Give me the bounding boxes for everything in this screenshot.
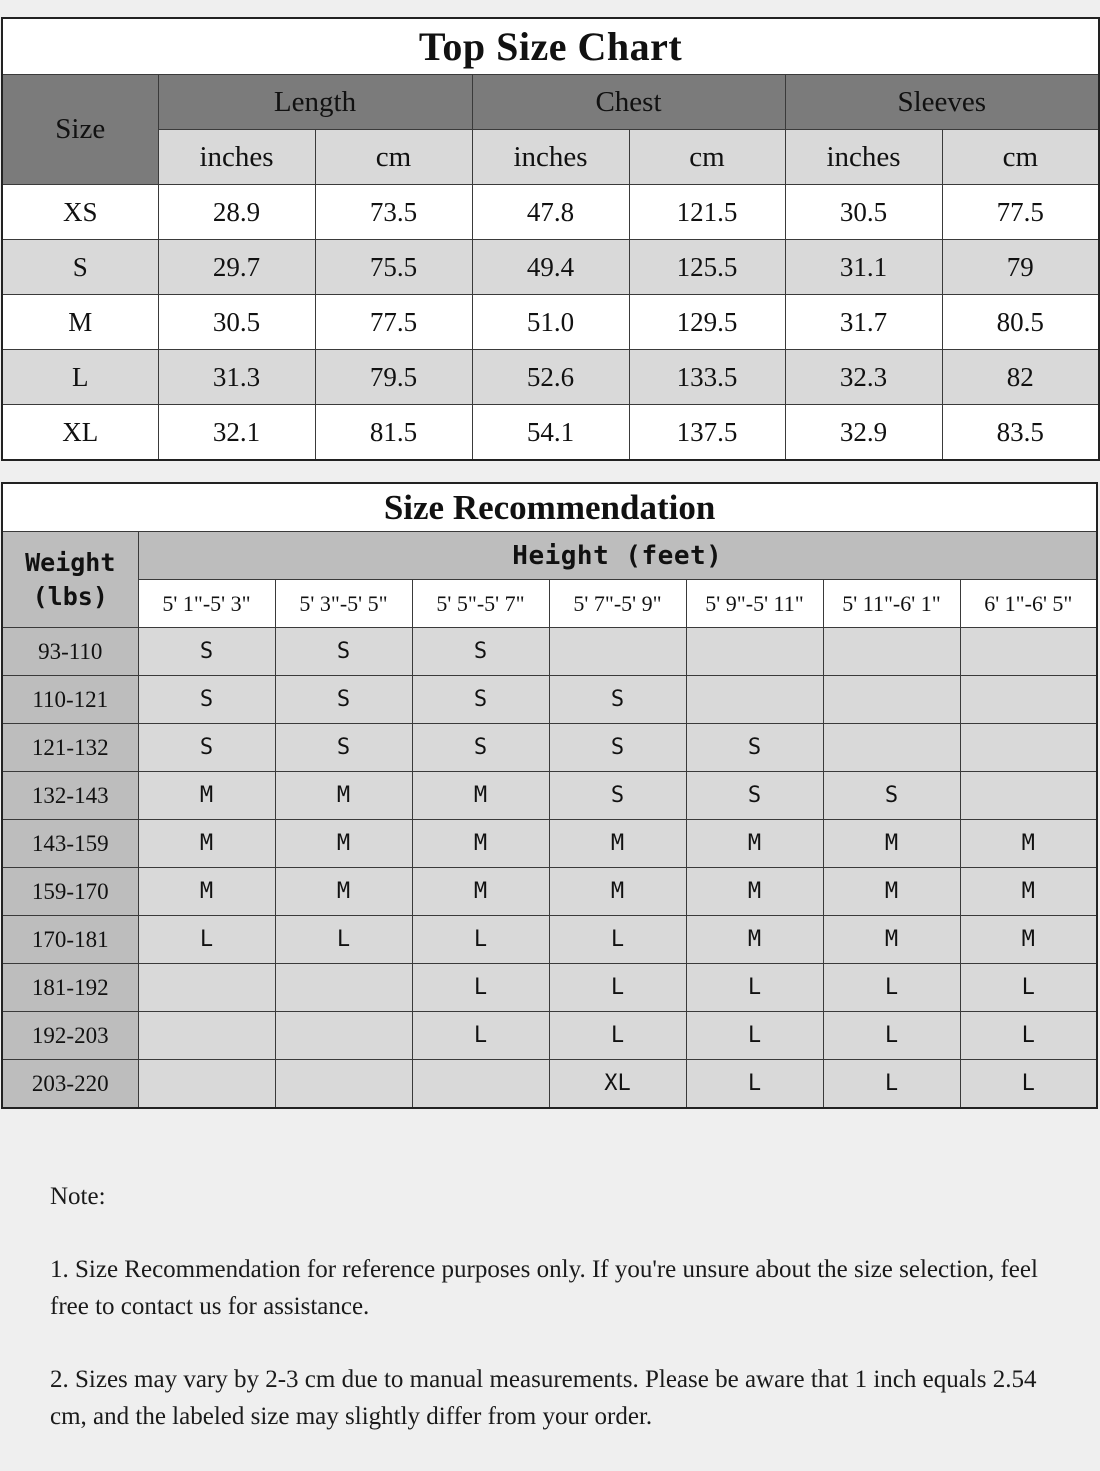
recommended-size-cell: M <box>138 868 275 916</box>
recommended-size-cell: L <box>686 964 823 1012</box>
table-row <box>2 676 1097 724</box>
height-range-header: 5' 5"-5' 7" <box>412 580 549 628</box>
measurement-cell: 80.5 <box>942 295 1099 350</box>
recommended-size-cell: S <box>686 724 823 772</box>
table-row <box>2 185 1099 240</box>
height-group-header: Height (feet) <box>138 532 1097 580</box>
measurement-cell: 30.5 <box>158 295 315 350</box>
height-range-header: 5' 3"-5' 5" <box>275 580 412 628</box>
notes-section <box>50 1178 1050 1471</box>
recommended-size-cell: M <box>549 868 686 916</box>
height-range-row <box>2 580 1097 628</box>
size-recommendation-table <box>1 482 1098 1109</box>
top-size-chart-table <box>1 17 1100 461</box>
recommended-size-cell: S <box>412 724 549 772</box>
measurement-cell: 121.5 <box>629 185 785 240</box>
table-row <box>2 405 1099 461</box>
recommendation-title-row <box>2 483 1097 532</box>
recommended-size-cell: L <box>412 916 549 964</box>
recommended-size-cell: L <box>549 964 686 1012</box>
recommended-size-cell <box>138 1060 275 1109</box>
measurement-cell: 31.7 <box>785 295 942 350</box>
unit-header: cm <box>629 130 785 185</box>
height-range-header: 5' 9"-5' 11" <box>686 580 823 628</box>
recommended-size-cell: S <box>275 676 412 724</box>
recommended-size-cell: L <box>549 1012 686 1060</box>
measurement-cell: 137.5 <box>629 405 785 461</box>
weight-range-label: 132-143 <box>2 772 138 820</box>
weight-range-label: 121-132 <box>2 724 138 772</box>
measurement-cell: 49.4 <box>472 240 629 295</box>
recommended-size-cell: M <box>549 820 686 868</box>
recommended-size-cell: S <box>686 772 823 820</box>
recommended-size-cell: M <box>960 868 1097 916</box>
weight-range-label: 170-181 <box>2 916 138 964</box>
measurement-cell: 31.3 <box>158 350 315 405</box>
recommended-size-cell: M <box>412 772 549 820</box>
recommended-size-cell: M <box>823 820 960 868</box>
recommended-size-cell <box>275 964 412 1012</box>
unit-header: cm <box>315 130 472 185</box>
size-chart-title: Top Size Chart <box>2 18 1099 75</box>
measurement-cell: 129.5 <box>629 295 785 350</box>
recommended-size-cell: L <box>960 1012 1097 1060</box>
measurement-cell: 79.5 <box>315 350 472 405</box>
recommended-size-cell: S <box>275 628 412 676</box>
recommended-size-cell: M <box>138 820 275 868</box>
recommended-size-cell: S <box>823 772 960 820</box>
recommended-size-cell <box>138 1012 275 1060</box>
measurement-cell: 79 <box>942 240 1099 295</box>
size-label: XL <box>2 405 158 461</box>
table-row <box>2 916 1097 964</box>
measurement-cell: 77.5 <box>942 185 1099 240</box>
size-label: L <box>2 350 158 405</box>
weight-header-label: Weight <box>25 547 116 577</box>
recommended-size-cell <box>686 628 823 676</box>
height-range-header: 6' 1"-6' 5" <box>960 580 1097 628</box>
recommended-size-cell: S <box>275 724 412 772</box>
weight-range-label: 110-121 <box>2 676 138 724</box>
recommended-size-cell: M <box>686 868 823 916</box>
recommended-size-cell <box>275 1012 412 1060</box>
recommended-size-cell: S <box>138 724 275 772</box>
weight-range-label: 192-203 <box>2 1012 138 1060</box>
table-row <box>2 1060 1097 1109</box>
height-range-header: 5' 7"-5' 9" <box>549 580 686 628</box>
size-chart-title-row <box>2 18 1099 75</box>
size-chart-unit-row <box>2 130 1099 185</box>
recommended-size-cell: L <box>412 1012 549 1060</box>
measurement-cell: 133.5 <box>629 350 785 405</box>
weight-range-label: 159-170 <box>2 868 138 916</box>
recommended-size-cell: L <box>823 964 960 1012</box>
recommended-size-cell <box>138 964 275 1012</box>
length-group-header: Length <box>158 75 472 130</box>
recommended-size-cell: L <box>960 1060 1097 1109</box>
weight-range-label: 143-159 <box>2 820 138 868</box>
table-row <box>2 868 1097 916</box>
measurement-cell: 83.5 <box>942 405 1099 461</box>
recommended-size-cell <box>960 772 1097 820</box>
recommended-size-cell: L <box>138 916 275 964</box>
table-row <box>2 240 1099 295</box>
measurement-cell: 73.5 <box>315 185 472 240</box>
table-row <box>2 772 1097 820</box>
recommended-size-cell <box>960 724 1097 772</box>
table-row <box>2 295 1099 350</box>
table-row <box>2 820 1097 868</box>
recommended-size-cell: L <box>549 916 686 964</box>
measurement-cell: 52.6 <box>472 350 629 405</box>
table-row <box>2 964 1097 1012</box>
recommended-size-cell: L <box>275 916 412 964</box>
recommended-size-cell <box>823 676 960 724</box>
recommended-size-cell <box>960 676 1097 724</box>
height-range-header: 5' 1"-5' 3" <box>138 580 275 628</box>
measurement-cell: 32.1 <box>158 405 315 461</box>
recommended-size-cell: M <box>412 820 549 868</box>
unit-header: inches <box>158 130 315 185</box>
measurement-cell: 77.5 <box>315 295 472 350</box>
size-chart-group-row <box>2 75 1099 130</box>
recommended-size-cell: M <box>275 868 412 916</box>
sleeves-group-header: Sleeves <box>785 75 1099 130</box>
recommended-size-cell: M <box>686 916 823 964</box>
recommended-size-cell: L <box>686 1012 823 1060</box>
height-header-row <box>2 532 1097 580</box>
unit-header: inches <box>472 130 629 185</box>
recommended-size-cell <box>823 724 960 772</box>
measurement-cell: 32.3 <box>785 350 942 405</box>
recommended-size-cell: M <box>960 916 1097 964</box>
recommended-size-cell: S <box>138 628 275 676</box>
size-label: XS <box>2 185 158 240</box>
measurement-cell: 54.1 <box>472 405 629 461</box>
measurement-cell: 31.1 <box>785 240 942 295</box>
measurement-cell: 51.0 <box>472 295 629 350</box>
recommended-size-cell: M <box>412 868 549 916</box>
recommended-size-cell <box>823 628 960 676</box>
recommended-size-cell: S <box>549 724 686 772</box>
unit-header: cm <box>942 130 1099 185</box>
size-label: M <box>2 295 158 350</box>
weight-range-label: 203-220 <box>2 1060 138 1109</box>
recommended-size-cell: M <box>823 916 960 964</box>
measurement-cell: 125.5 <box>629 240 785 295</box>
recommended-size-cell: S <box>549 772 686 820</box>
size-column-header: Size <box>2 75 158 185</box>
recommended-size-cell: L <box>412 964 549 1012</box>
recommended-size-cell <box>549 628 686 676</box>
recommended-size-cell: M <box>686 820 823 868</box>
weight-column-header <box>2 532 138 628</box>
weight-range-label: 93-110 <box>2 628 138 676</box>
measurement-cell: 29.7 <box>158 240 315 295</box>
recommended-size-cell: M <box>275 820 412 868</box>
unit-header: inches <box>785 130 942 185</box>
recommended-size-cell: M <box>138 772 275 820</box>
recommended-size-cell: L <box>960 964 1097 1012</box>
measurement-cell: 32.9 <box>785 405 942 461</box>
recommended-size-cell: XL <box>549 1060 686 1109</box>
weight-range-label: 181-192 <box>2 964 138 1012</box>
recommended-size-cell <box>960 628 1097 676</box>
table-row <box>2 628 1097 676</box>
table-row <box>2 350 1099 405</box>
recommended-size-cell: M <box>823 868 960 916</box>
table-row <box>2 724 1097 772</box>
recommended-size-cell <box>686 676 823 724</box>
recommended-size-cell: S <box>138 676 275 724</box>
recommendation-title: Size Recommendation <box>2 483 1097 532</box>
size-label: S <box>2 240 158 295</box>
weight-header-unit: (lbs) <box>32 581 108 611</box>
measurement-cell: 28.9 <box>158 185 315 240</box>
recommended-size-cell <box>275 1060 412 1109</box>
measurement-cell: 30.5 <box>785 185 942 240</box>
chest-group-header: Chest <box>472 75 785 130</box>
measurement-cell: 81.5 <box>315 405 472 461</box>
recommended-size-cell <box>412 1060 549 1109</box>
table-row <box>2 1012 1097 1060</box>
recommended-size-cell: S <box>549 676 686 724</box>
recommended-size-cell: S <box>412 676 549 724</box>
recommended-size-cell: L <box>823 1012 960 1060</box>
recommended-size-cell: L <box>686 1060 823 1109</box>
recommended-size-cell: S <box>412 628 549 676</box>
note-item: 1. Size Recommendation for reference purposes only. If you're unsure about the size selection, feel free to contact us for assistance. <box>50 1256 1038 1320</box>
measurement-cell: 82 <box>942 350 1099 405</box>
note-item: 2. Sizes may vary by 2-3 cm due to manual measurements. Please be aware that 1 inch equals 2.54 cm, and the labeled size may slightly differ from your order. <box>50 1366 1037 1430</box>
notes-heading: Note: <box>50 1183 106 1210</box>
recommended-size-cell: M <box>960 820 1097 868</box>
recommended-size-cell: L <box>823 1060 960 1109</box>
height-range-header: 5' 11"-6' 1" <box>823 580 960 628</box>
measurement-cell: 47.8 <box>472 185 629 240</box>
recommended-size-cell: M <box>275 772 412 820</box>
measurement-cell: 75.5 <box>315 240 472 295</box>
